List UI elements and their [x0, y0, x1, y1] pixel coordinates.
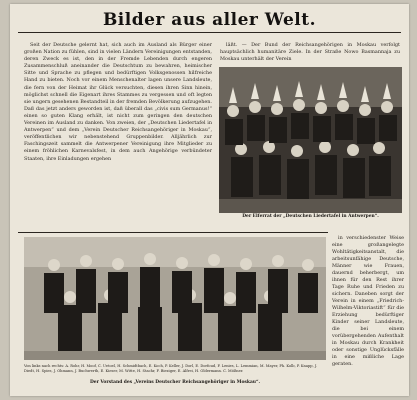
photo-antwerp-caption: Der Elferrat der „Deutschen Liedertafel in Antwerpen“.: [242, 214, 379, 219]
page-title: Bilder aus aller Welt.: [102, 10, 317, 30]
column-right-top-text: läßt. — Der Bund der Reichsangehörigen in Moskau verfolgt hauptsächlich humanitäre Ziele. In der Straße Nowo Basmannaja zu Moskau unterhält der Verein: [220, 42, 400, 63]
column-left: [24, 42, 212, 235]
photo-moscow-caption: Der Vorstand des „Vereins Deutscher Reichsangehöriger in Moskau“.: [89, 380, 261, 385]
section-rule: [18, 232, 328, 233]
photo-antwerp-illustration: [219, 67, 402, 213]
column-right-bottom: [332, 235, 404, 381]
scanned-page: [10, 4, 409, 396]
column-left-text: Seit der Deutsche gelernt hat, sich auch im Ausland als Bürger einer großen Nation zu fühlen, sind in vielen Ländern Vereinigungen entstanden, deren Zweck es ist, den in der Fremde Lebenden durch engeren Zusammenschluß aneinander die Deutschtum zu bewahren, heimischer Sitte und Sprache zu pflegen und bedürftigen Volksgenossen hilfreiche Hand zu bieten. Noch vor einem Menschenalter lagen unsere Landsleute, die fern von der Heimat ihr Glück versuchten, diesen ihren Sinn hinein, möglichst schnell die Eigenart ihres Stammes zu vergessen und oft legten sie ungern gesehenen Bestandteil in der fremden Bevölkerung aufzugehen. Daß das jetzt anders geworden ist, daß überall das „civis sum Germanus!“ einen so guten Klang erhält, ist nicht zum geringen den deutschen Vereinen im Ausland zu danken. Von zweien, der „Deutschen Liedertafel in Antwerpen“ und dem „Verein Deutscher Reichsangehöriger in Moskau“, veröffentlichen wir nebenstehend Gruppenbilder. Alljährlich zur Faschingszeit sammelt die Antwerpener Vereinigung ihre Mitglieder zu einem fröhlichen Karnevalsfest, in dem auch Angehörige verbündeter Staaten, ihre Einladungen ergehen: [24, 42, 212, 162]
photo-moscow-names: Von links nach rechts: A. Rohr, H. Moof, C. Uetoel, H. Schmidtbach, E. Koch, P. Keller, J. Dorl, E. Dorfoud, F. Lenies, L. Lemmian, M. Mayer, Ph. Kolb, P. Knapp, J. Diedt, H. Spies, J. Ohmann, J. Buchwerth, E. Kieser, M. Witte, H. Stachr, F. Bieziger, E. Alfrei, H. Oldermann. C. Mößner.: [24, 364, 318, 373]
photo-moscow-illustration: [24, 237, 326, 360]
photo-antwerp-group: [219, 67, 402, 213]
column-right-top: [220, 42, 400, 64]
photo-moscow-board: [24, 237, 326, 360]
title-rule: [18, 32, 401, 33]
column-right-bottom-text: in verschiedenster Weise eine großangelegte Wohltätigkeitsanstalt, die arbeitsunfähige Deutsche, Männer wie Frauen, dauernd beherbergt, um ihnen für den Rest ihrer Tage Ruhe und Frieden zu sichern. Daneben sorgt der Verein in einem „Friedrich-Wilhelm-Viktoriastift“ für die Erziehung bedürftiger Kinder seiner Landsleute, die bei einem vorübergehenden Aufenthalt in Moskau durch Krankheit oder sonstige Unglücksfälle in eine mißliche Lage geraten.: [332, 235, 404, 367]
